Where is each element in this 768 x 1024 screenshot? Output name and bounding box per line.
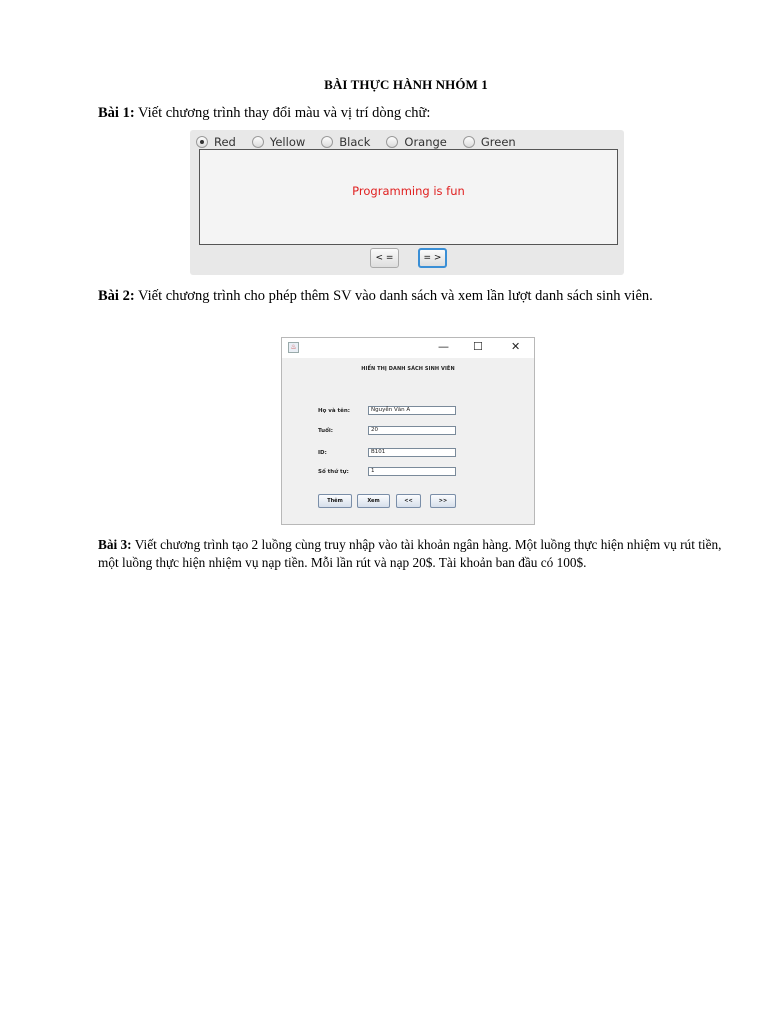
student-list-window: [281, 337, 535, 525]
message-panel: [199, 149, 618, 245]
name-field[interactable]: Nguyễn Văn A: [368, 406, 456, 415]
exercise-1-label: Bài 1:: [98, 105, 135, 121]
message-text: Programming is fun: [352, 184, 465, 198]
exercise-1: [98, 104, 718, 123]
radio-orange[interactable]: [386, 135, 447, 149]
add-button[interactable]: Thêm: [318, 494, 352, 508]
document-title: BÀI THỰC HÀNH NHÓM 1: [324, 77, 488, 92]
close-icon[interactable]: ✕: [511, 340, 521, 353]
view-button[interactable]: Xem: [357, 494, 390, 508]
color-position-demo-window: [190, 130, 624, 275]
radio-label: Orange: [404, 135, 447, 149]
radio-label: Black: [339, 135, 371, 149]
radio-button-icon: [386, 136, 398, 148]
radio-button-icon: [196, 136, 208, 148]
age-field[interactable]: 20: [368, 426, 456, 435]
minimize-icon[interactable]: —: [438, 340, 449, 353]
exercise-1-text: Viết chương trình thay đổi màu và vị trí dòng chữ:: [134, 105, 431, 121]
exercise-3-label: Bài 3:: [98, 537, 132, 552]
exercise-3-text: Viết chương trình tạo 2 luồng cùng truy nhập vào tài khoản ngân hàng. Một luồng thực hiện nhiệm vụ rút tiền, một luồng thực hiện nhiệm vụ nạp tiền. Mỗi lần rút và nạp 20$. Tài khoản ban đầu có 100$.: [98, 537, 722, 570]
radio-button-icon: [321, 136, 333, 148]
radio-green[interactable]: [463, 135, 516, 149]
radio-button-icon: [252, 136, 264, 148]
exercise-2-text: Viết chương trình cho phép thêm SV vào danh sách và xem lần lượt danh sách sinh viên.: [134, 288, 653, 304]
order-number-label: Số thứ tự:: [318, 469, 349, 475]
radio-label: Green: [480, 135, 516, 149]
radio-yellow[interactable]: [252, 135, 305, 149]
radio-label: Red: [214, 135, 236, 149]
order-number-field[interactable]: 1: [368, 467, 456, 476]
exercise-3: [98, 536, 723, 572]
form-title: HIỂN THỊ DANH SÁCH SINH VIÊN: [361, 366, 455, 372]
exercise-2-label: Bài 2:: [98, 288, 135, 304]
radio-black[interactable]: [321, 135, 370, 149]
maximize-icon[interactable]: ☐: [473, 340, 483, 353]
radio-button-icon: [463, 136, 475, 148]
title-bar: [282, 338, 534, 358]
previous-button[interactable]: <<: [396, 494, 421, 508]
name-label: Họ và tên:: [318, 408, 350, 414]
age-label: Tuổi:: [318, 428, 333, 434]
id-label: ID:: [318, 450, 327, 456]
radio-label: Yellow: [269, 135, 306, 149]
next-button[interactable]: >>: [430, 494, 456, 508]
move-right-button[interactable]: = >: [418, 248, 447, 268]
java-app-icon: ♨: [288, 342, 299, 353]
move-left-button[interactable]: < =: [370, 248, 399, 268]
id-field[interactable]: B101: [368, 448, 456, 457]
radio-red[interactable]: [196, 135, 236, 149]
exercise-2: [98, 287, 720, 306]
